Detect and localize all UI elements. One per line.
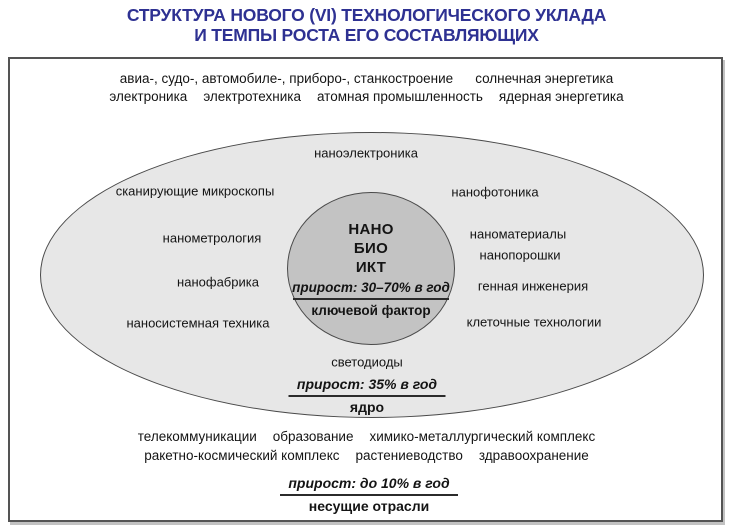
industry-label: электротехника bbox=[203, 89, 301, 104]
industry-label: растениеводство bbox=[355, 448, 463, 463]
page-title bbox=[0, 5, 733, 45]
carrier-industries-row-1 bbox=[0, 429, 733, 445]
ellipse-label-nanomaterials: наноматериалы bbox=[469, 226, 567, 242]
carrier-growth: прирост: до 10% в год bbox=[288, 475, 450, 491]
key-factor-term-bio: БИО bbox=[353, 239, 389, 257]
key-factor-caption: ключевой фактор bbox=[311, 302, 431, 318]
industry-label: электроника bbox=[109, 89, 188, 104]
ellipse-label-genetic-engineering: генная инженерия bbox=[477, 278, 589, 294]
industry-label: образование bbox=[272, 429, 354, 444]
ellipse-label-nanophotonics: нанофотоника bbox=[451, 184, 539, 200]
carrier-caption: несущие отрасли bbox=[308, 498, 430, 514]
core-caption: ядро bbox=[349, 399, 385, 415]
core-growth: прирост: 35% в год bbox=[296, 376, 438, 392]
industry-label: здравоохранение bbox=[478, 448, 589, 463]
title-line-1: СТРУКТУРА НОВОГО (VI) ТЕХНОЛОГИЧЕСКОГО УКЛАДА bbox=[126, 5, 607, 25]
core-caption-block bbox=[289, 376, 446, 415]
key-factor-circle bbox=[287, 192, 455, 345]
ellipse-label-cell-technologies: клеточные технологии bbox=[466, 314, 602, 330]
key-factor-term-ikt: ИКТ bbox=[355, 258, 387, 276]
ellipse-label-nanofactory: нанофабрика bbox=[177, 274, 259, 290]
upper-industries-row-2 bbox=[0, 89, 733, 105]
carrier-caption-block bbox=[280, 475, 458, 514]
industry-label: авиа-, судо-, автомобиле-, приборо-, станкостроение bbox=[119, 71, 454, 86]
upper-industries-row-1 bbox=[0, 71, 733, 87]
title-line-2: И ТЕМПЫ РОСТА ЕГО СОСТАВЛЯЮЩИХ bbox=[194, 25, 539, 45]
divider-line bbox=[280, 494, 458, 496]
ellipse-label-leds: светодиоды bbox=[331, 354, 403, 370]
industry-label: солнечная энергетика bbox=[475, 71, 614, 86]
industry-label: ракетно-космический комплекс bbox=[144, 448, 340, 463]
industry-label: ядерная энергетика bbox=[498, 89, 624, 104]
ellipse-label-nanoelectronics: наноэлектроника bbox=[314, 145, 418, 161]
ellipse-label-nanosystem-technology: наносистемная техника bbox=[126, 315, 270, 331]
ellipse-label-nanopowders: нанопорошки bbox=[479, 247, 561, 263]
key-factor-growth: прирост: 30–70% в год bbox=[292, 279, 450, 295]
divider-line bbox=[289, 395, 446, 397]
ellipse-label-scanning-microscopes: сканирующие микроскопы bbox=[115, 183, 275, 199]
industry-label: химико-металлургический комплекс bbox=[369, 429, 596, 444]
key-factor-term-nano: НАНО bbox=[348, 220, 394, 238]
divider-line bbox=[293, 298, 449, 300]
industry-label: атомная промышленность bbox=[316, 89, 483, 104]
industry-label: телекоммуникации bbox=[137, 429, 257, 444]
ellipse-label-nanometrology: нанометрология bbox=[162, 230, 262, 246]
carrier-industries-row-2 bbox=[0, 448, 733, 464]
